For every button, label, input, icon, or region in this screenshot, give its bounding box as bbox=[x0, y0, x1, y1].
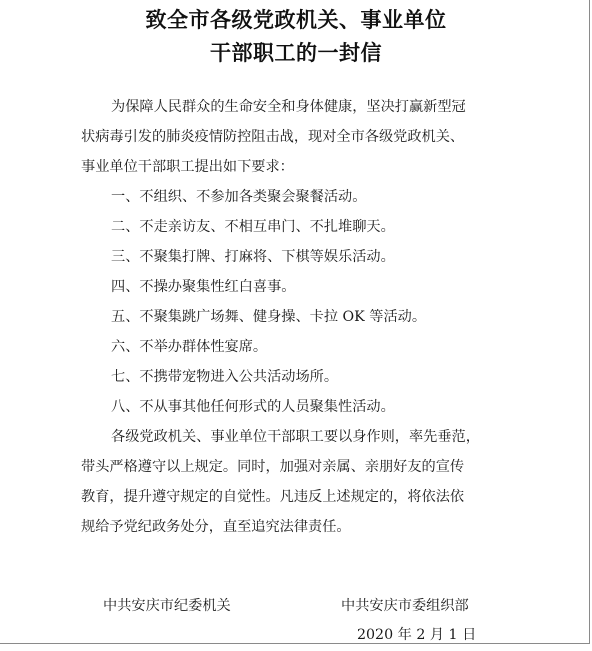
requirement-item: 七、不携带宠物进入公共活动场所。 bbox=[111, 369, 339, 385]
requirement-item: 六、不举办群体性宴席。 bbox=[111, 339, 268, 355]
intro-line-3: 事业单位干部职工提出如下要求： bbox=[81, 159, 294, 175]
document-title-line-1: 致全市各级党政机关、事业单位 bbox=[145, 8, 447, 32]
signature-left: 中共安庆市纪委机关 bbox=[103, 598, 231, 614]
requirement-item: 五、不聚集跳广场舞、健身操、卡拉 OK 等活动。 bbox=[111, 309, 427, 325]
document-title-line-2: 干部职工的一封信 bbox=[210, 41, 382, 65]
closing-line-4: 规给予党纪政务处分，直至追究法律责任。 bbox=[81, 519, 351, 535]
signature-right: 中共安庆市委组织部 bbox=[341, 598, 469, 614]
requirement-item: 二、不走亲访友、不相互串门、不扎堆聊天。 bbox=[111, 219, 395, 235]
closing-line-1: 各级党政机关、事业单位干部职工要以身作则，率先垂范， bbox=[111, 429, 480, 445]
requirement-item: 八、不从事其他任何形式的人员聚集性活动。 bbox=[111, 399, 395, 415]
requirement-item: 三、不聚集打牌、打麻将、下棋等娱乐活动。 bbox=[111, 249, 395, 265]
requirement-item: 四、不操办聚集性红白喜事。 bbox=[111, 279, 296, 295]
requirement-item: 一、不组织、不参加各类聚会聚餐活动。 bbox=[111, 189, 367, 205]
intro-line-2: 状病毒引发的肺炎疫情防控阻击战，现对全市各级党政机关、 bbox=[81, 129, 465, 145]
intro-line-1: 为保障人民群众的生命安全和身体健康，坚决打赢新型冠 bbox=[111, 99, 466, 115]
document-date: 2020 年 2 月 1 日 bbox=[357, 627, 477, 643]
closing-line-2: 带头严格遵守以上规定。同时，加强对亲属、亲朋好友的宣传 bbox=[81, 459, 465, 475]
closing-line-3: 教育，提升遵守规定的自觉性。凡违反上述规定的，将依法依 bbox=[81, 489, 465, 505]
